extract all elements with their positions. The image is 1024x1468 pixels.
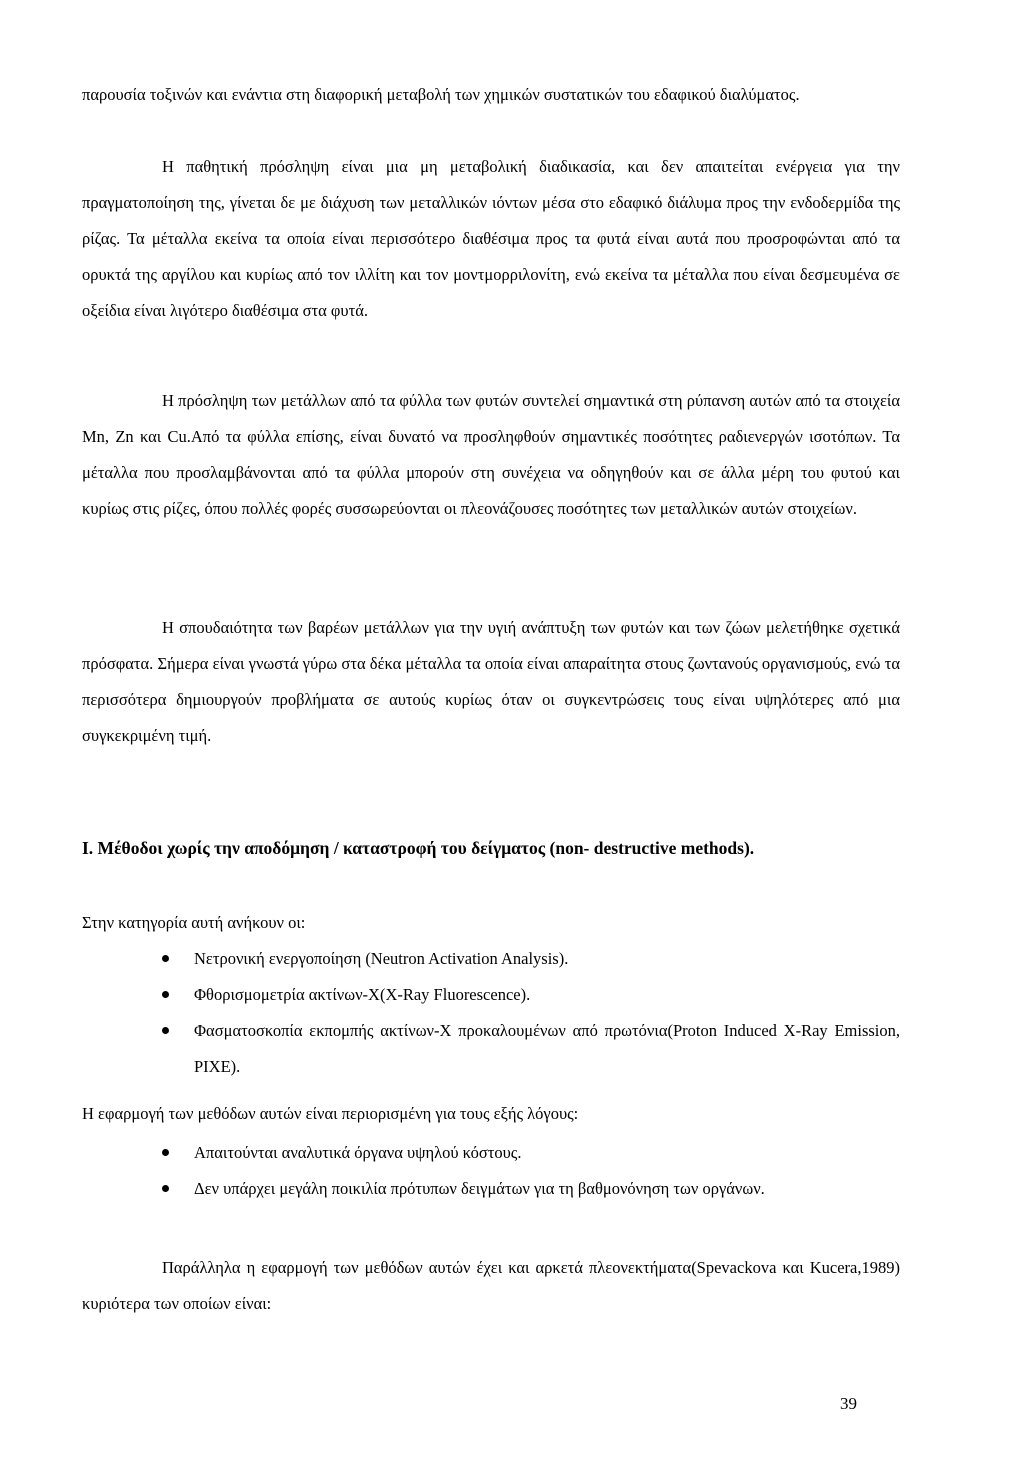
list-item: Φθορισμομετρία ακτίνων-X(X-Ray Fluorescence). [82,977,900,1013]
page-number: 39 [840,1394,857,1413]
bullet-icon [162,955,169,962]
advantages-intro: Παράλληλα η εφαρμογή των μεθόδων αυτών έχει και αρκετά πλεονεκτήματα(Spevackova και Kucera,1989) κυριότερα των οποίων είναι: [82,1258,900,1313]
paragraph-4: Η σπουδαιότητα των βαρέων μετάλλων για την υγιή ανάπτυξη των φυτών και των ζώων μελετήθηκε σχετικά πρόσφατα. Σήμερα είναι γνωστά γύρω στα δέκα μέταλλα τα οποία είναι απαραίτητα στους ζωντανούς οργανισμούς, ενώ τα περισσότερα δημιουργούν προβλήματα σε αυτούς κυρίως όταν οι συγκεντρώσεις τους είναι υψηλότερες από μια συγκεκριμένη τιμή. [82,618,900,745]
list-item: Δεν υπάρχει μεγάλη ποικιλία πρότυπων δειγμάτων για τη βαθμονόνηση των οργάνων. [82,1171,900,1207]
bullet-icon [162,1149,169,1156]
methods-list [82,941,900,1085]
paragraph-1: παρουσία τοξινών και ενάντια στη διαφορική μεταβολή των χημικών συστατικών του εδαφικού διαλύματος. [82,85,800,104]
bullet-icon [162,991,169,998]
methods-intro: Στην κατηγορία αυτή ανήκουν οι: [82,913,306,932]
list-item: Νετρονική ενεργοποίηση (Neutron Activation Analysis). [82,941,900,977]
bullet-icon [162,1185,169,1192]
bullet-icon [162,1027,169,1034]
limitations-list [82,1135,900,1207]
paragraph-3: Η πρόσληψη των μετάλλων από τα φύλλα των φυτών συντελεί σημαντικά στη ρύπανση αυτών από τα στοιχεία Mn, Zn και Cu.Από τα φύλλα επίσης, είναι δυνατό να προσληφθούν σημαντικές ποσότητες ραδιενεργών ισοτόπων. Τα μέταλλα που προσλαμβάνονται από τα φύλλα μπορούν στη συνέχεια να οδηγηθούν και σε άλλα μέρη του φυτού και κυρίως στις ρίζες, όπου πολλές φορές συσσωρεύονται οι πλεονάζουσες ποσότητες των μεταλλικών αυτών στοιχείων. [82,391,900,518]
list-item: Φασματοσκοπία εκπομπής ακτίνων-X προκαλουμένων από πρωτόνια(Proton Induced X-Ray Emission, PIXE). [82,1013,900,1085]
limitations-intro: Η εφαρμογή των μεθόδων αυτών είναι περιορισμένη για τους εξής λόγους: [82,1104,579,1123]
list-item: Απαιτούνται αναλυτικά όργανα υψηλού κόστους. [82,1135,900,1171]
section-heading: Ι. Μέθοδοι χωρίς την αποδόμηση / καταστροφή του δείγματος (non- destructive methods). [82,838,755,858]
paragraph-2: Η παθητική πρόσληψη είναι μια μη μεταβολική διαδικασία, και δεν απαιτείται ενέργεια για την πραγματοποίηση της, γίνεται δε με διάχυση των μεταλλικών ιόντων μέσα στο εδαφικό διάλυμα προς την ενδοδερμίδα της ρίζας. Τα μέταλλα εκείνα τα οποία είναι περισσότερο διαθέσιμα προς τα φυτά είναι αυτά που προσροφώνται από τα ορυκτά της αργίλου και κυρίως από τον ιλλίτη και τον μοντμορριλονίτη, ενώ εκείνα τα μέταλλα που είναι δεσμευμένα σε οξείδια είναι λιγότερο διαθέσιμα στα φυτά. [82,157,900,320]
